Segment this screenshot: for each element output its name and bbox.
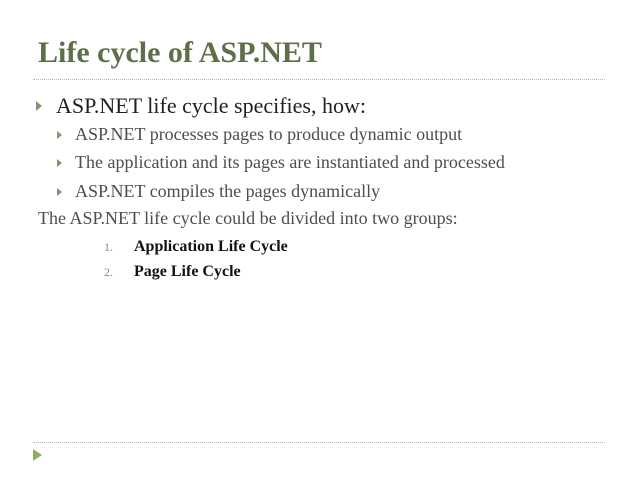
numbered-item	[104, 263, 241, 281]
sub-bullet	[57, 124, 462, 145]
numbered-item	[104, 238, 288, 256]
summary-line: The ASP.NET life cycle could be divided into two groups:	[38, 208, 458, 228]
bullet-arrow-icon	[36, 101, 42, 111]
sub-bullet	[57, 181, 380, 202]
item-number: 1.	[104, 240, 113, 254]
bullet-arrow-icon	[57, 159, 62, 167]
slide-title: Life cycle of ASP.NET	[38, 36, 322, 69]
sub-bullet-text: ASP.NET processes pages to produce dynamic output	[75, 124, 463, 144]
bullet-arrow-icon	[57, 188, 62, 196]
title-divider	[33, 79, 605, 80]
footer-triangle-icon	[33, 449, 42, 461]
footer-divider	[33, 442, 605, 443]
item-label: Application Life Cycle	[134, 238, 288, 255]
item-number: 2.	[104, 265, 113, 279]
sub-bullet-text: ASP.NET compiles the pages dynamically	[75, 181, 381, 201]
main-bullet	[36, 93, 366, 119]
item-label: Page Life Cycle	[134, 263, 241, 280]
sub-bullet-text: The application and its pages are instantiated and processed	[75, 152, 505, 172]
bullet-arrow-icon	[57, 131, 62, 139]
main-bullet-text: ASP.NET life cycle specifies, how:	[56, 93, 366, 118]
sub-bullet	[57, 152, 505, 173]
